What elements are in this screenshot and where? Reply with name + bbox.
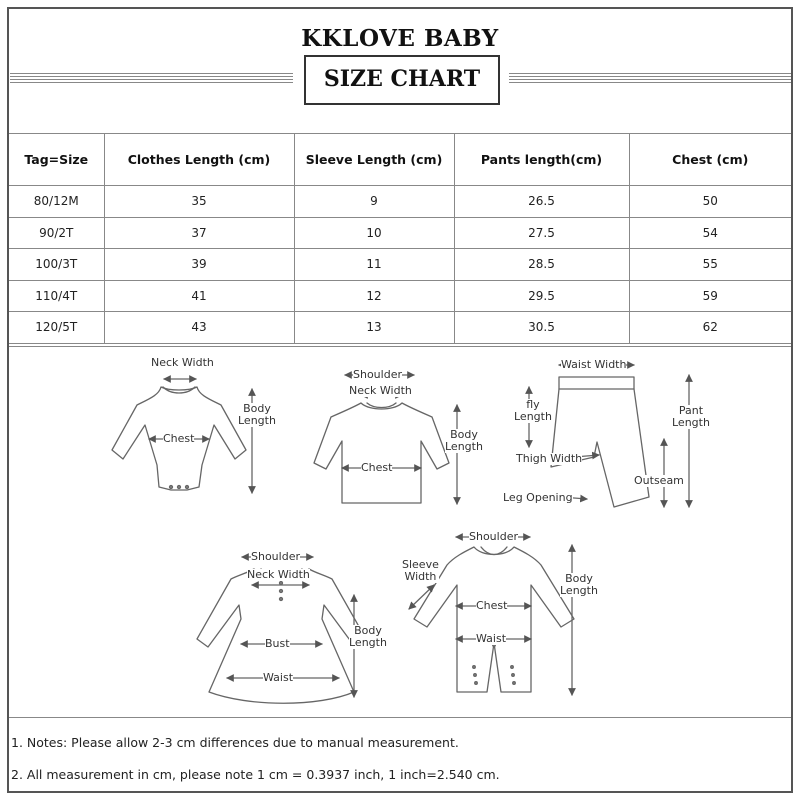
table-row — [9, 312, 791, 344]
label-chest: Chest — [476, 599, 508, 612]
label-thigh-width: Thigh Width — [516, 452, 583, 465]
column-header: Sleeve Length (cm) — [294, 134, 454, 186]
label-chest: Chest — [361, 461, 393, 474]
label-neck-width: Neck Width — [247, 568, 310, 581]
table-cell: 9 — [294, 186, 454, 218]
table-cell: 30.5 — [454, 312, 629, 344]
size-chart-frame — [7, 7, 793, 793]
table-cell: 26.5 — [454, 186, 629, 218]
label-pant-length: Pant Length — [672, 404, 710, 429]
title-box — [304, 55, 500, 105]
label-fly-length: fly Length — [514, 398, 552, 423]
label-shoulder: Shoulder — [251, 550, 300, 563]
table-cell: 12 — [294, 280, 454, 312]
table-row — [9, 280, 791, 312]
table-cell: 13 — [294, 312, 454, 344]
brand-title: KKLOVE BABY — [301, 25, 499, 52]
label-neck-width: Neck Width — [151, 356, 214, 369]
table-cell: 50 — [629, 186, 791, 218]
label-outseam: Outseam — [634, 474, 684, 487]
table-cell: 110/4T — [9, 280, 104, 312]
table-row — [9, 249, 791, 281]
table-cell: 59 — [629, 280, 791, 312]
table-cell: 41 — [104, 280, 294, 312]
header — [9, 9, 791, 134]
label-bust: Bust — [265, 637, 290, 650]
table-cell: 43 — [104, 312, 294, 344]
label-chest: Chest — [163, 432, 195, 445]
note-1: 1. Notes: Please allow 2-3 cm differences due to manual measurement. — [11, 735, 459, 750]
label-shoulder: Shoulder — [353, 368, 402, 381]
table-row — [9, 186, 791, 218]
label-leg-opening: Leg Opening — [503, 491, 573, 504]
note-2: 2. All measurement in cm, please note 1 cm = 0.3937 inch, 1 inch=2.540 cm. — [11, 767, 500, 782]
table-cell: 55 — [629, 249, 791, 281]
label-sleeve-width: Sleeve Width — [402, 558, 439, 583]
table-cell: 27.5 — [454, 217, 629, 249]
table-header-row — [9, 134, 791, 186]
label-neck-width: Neck Width — [349, 384, 412, 397]
label-body-length: Body Length — [349, 624, 387, 649]
table-row — [9, 217, 791, 249]
table-cell: 100/3T — [9, 249, 104, 281]
page-title: SIZE CHART — [323, 66, 481, 92]
decorative-lines-left — [10, 73, 293, 83]
table-cell: 80/12M — [9, 186, 104, 218]
label-shoulder: Shoulder — [469, 530, 518, 543]
label-waist: Waist — [263, 671, 294, 684]
table-cell: 11 — [294, 249, 454, 281]
measurement-diagrams — [9, 346, 791, 718]
label-body-length: Body Length — [445, 428, 483, 453]
table-cell: 35 — [104, 186, 294, 218]
table-cell: 28.5 — [454, 249, 629, 281]
table-cell: 54 — [629, 217, 791, 249]
label-body-length: Body Length — [560, 572, 598, 597]
table-cell: 120/5T — [9, 312, 104, 344]
table-cell: 90/2T — [9, 217, 104, 249]
label-body-length: Body Length — [238, 402, 276, 427]
label-waist: Waist — [476, 632, 507, 645]
column-header: Chest (cm) — [629, 134, 791, 186]
garment-illustrations — [9, 347, 791, 717]
size-table — [9, 133, 791, 344]
table-cell: 39 — [104, 249, 294, 281]
column-header: Clothes Length (cm) — [104, 134, 294, 186]
decorative-lines-right — [509, 73, 791, 83]
label-waist-width: Waist Width — [561, 358, 627, 371]
table-cell: 37 — [104, 217, 294, 249]
column-header: Pants length(cm) — [454, 134, 629, 186]
table-cell: 29.5 — [454, 280, 629, 312]
table-cell: 62 — [629, 312, 791, 344]
table-cell: 10 — [294, 217, 454, 249]
column-header: Tag=Size — [9, 134, 104, 186]
